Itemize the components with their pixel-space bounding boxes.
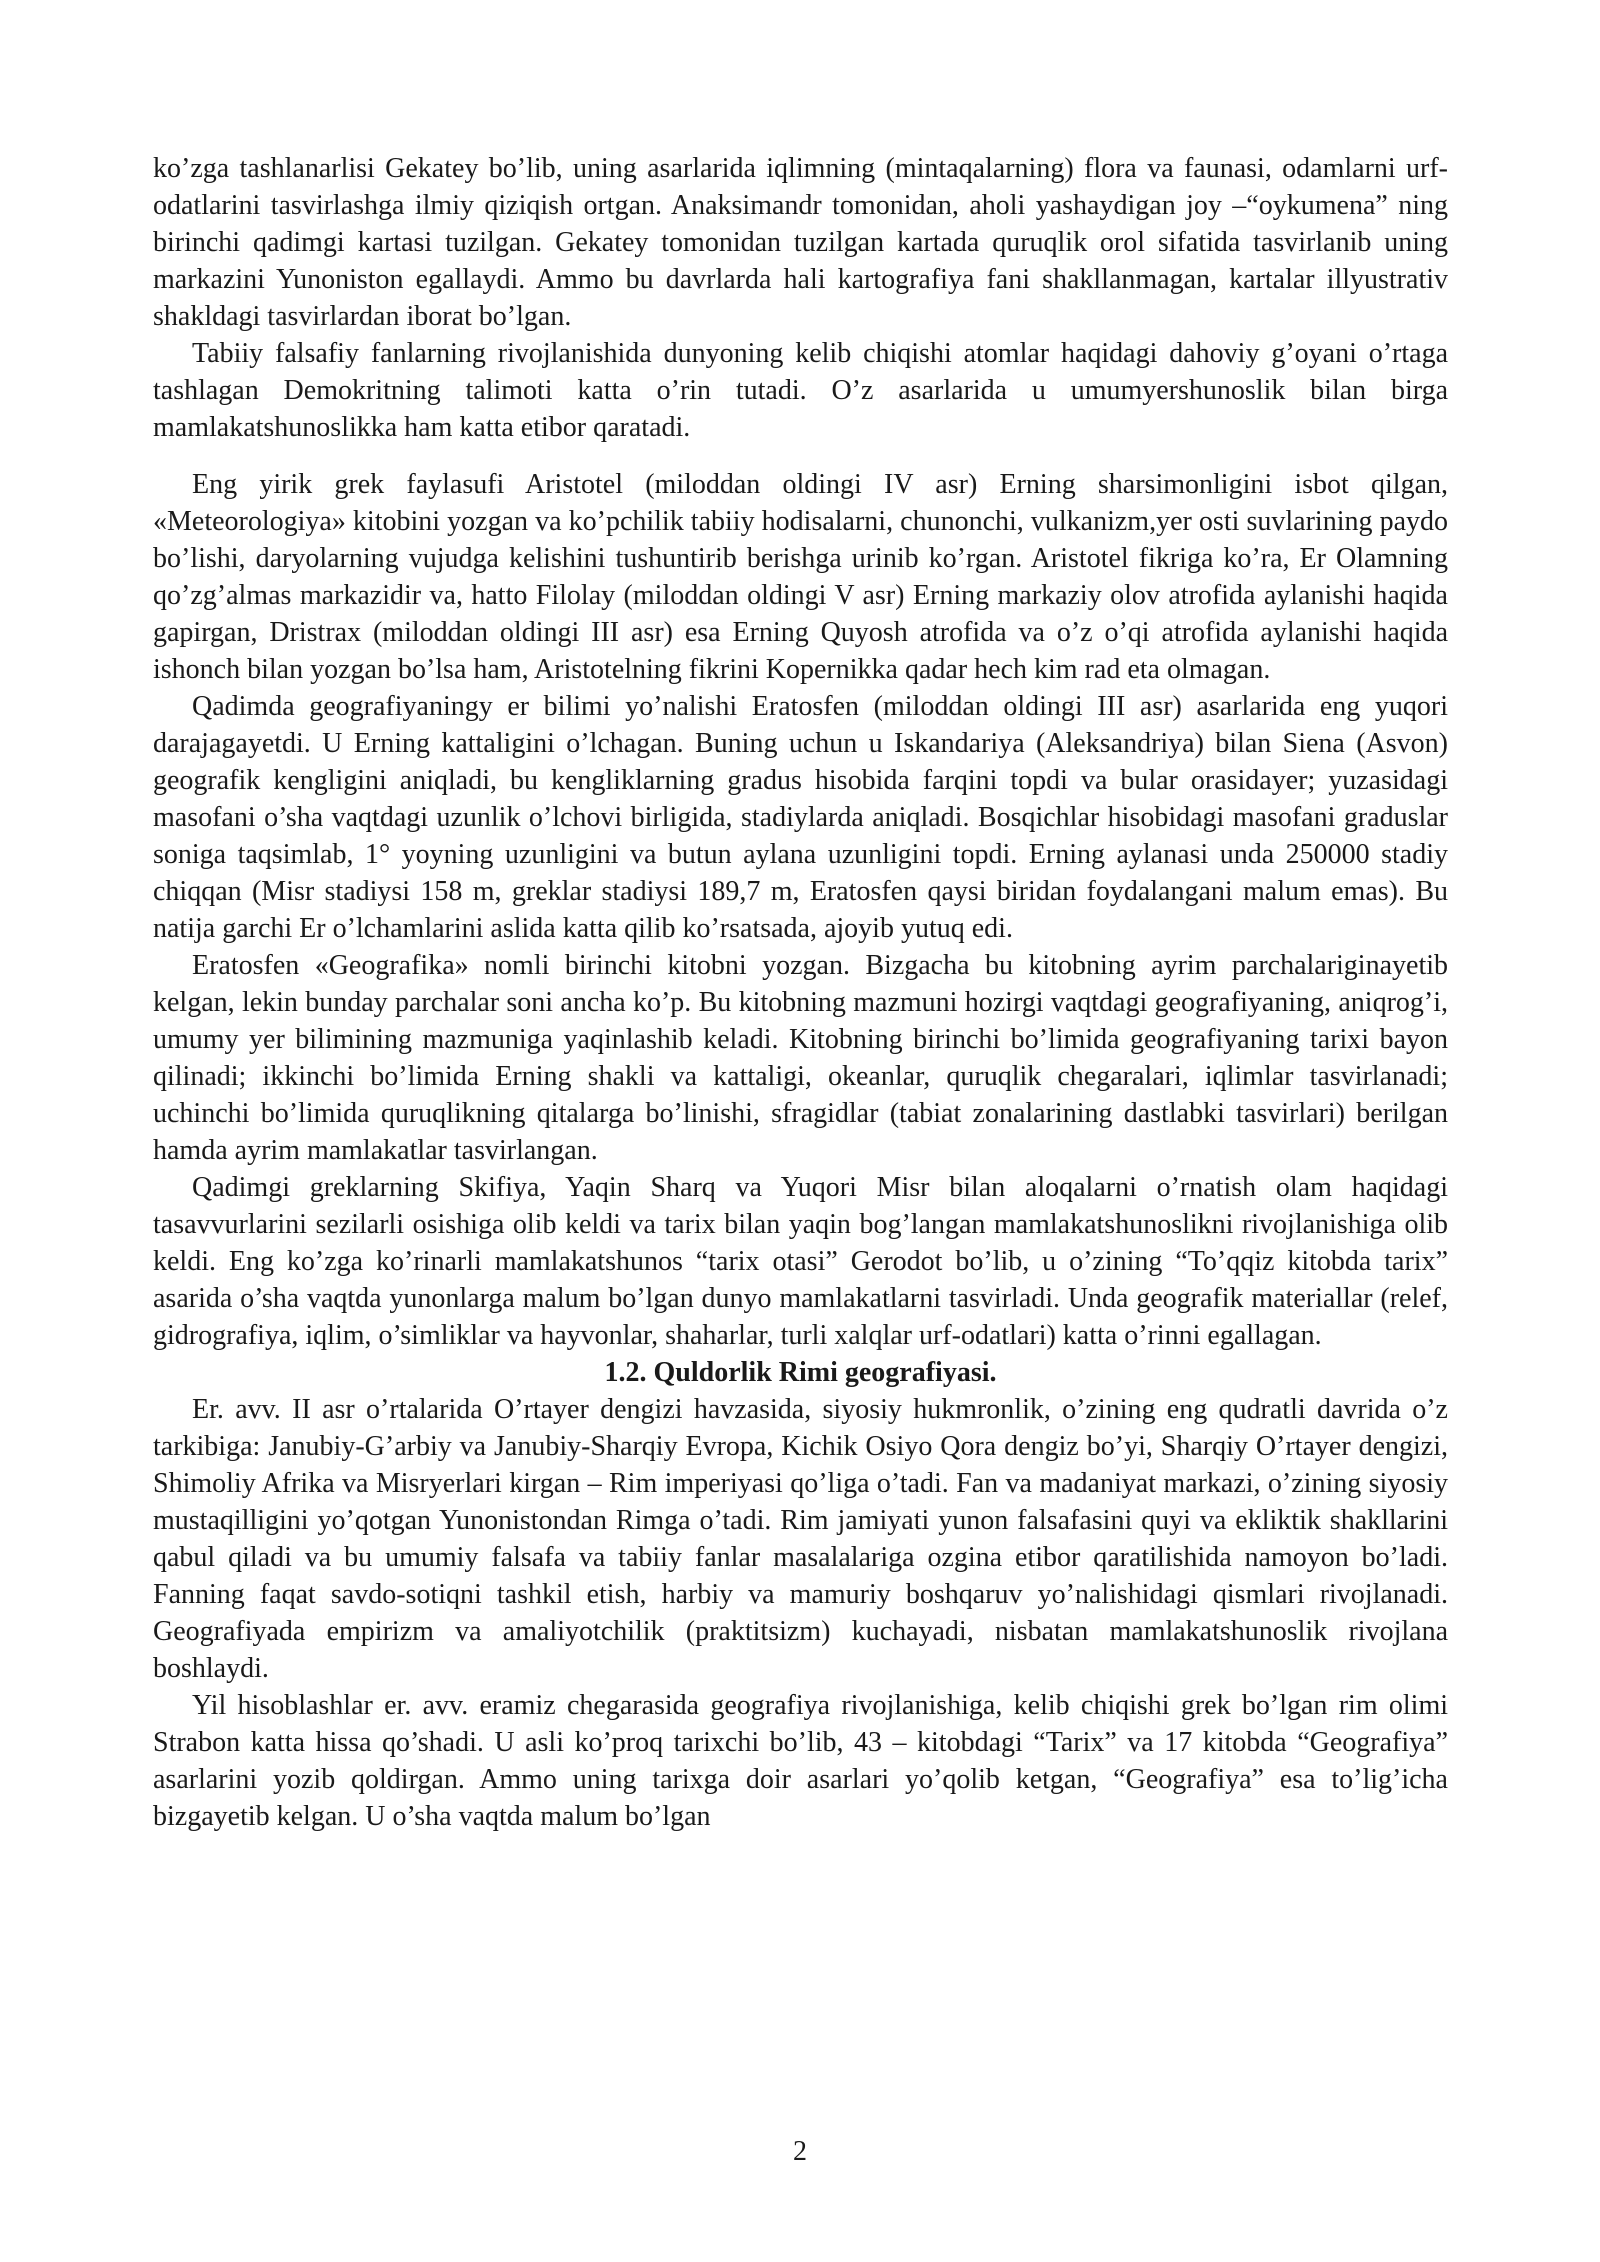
paragraph-rim: Er. avv. II asr o’rtalarida O’rtayer dengizi havzasida, siyosiy hukmronlik, o’zining eng qudratli davrida o’z tarkibiga: Janubiy-G’arbiy va Janubiy-Sharqiy Evropa, Kichik Osiyo Qora dengiz bo’yi, Sharqiy O’rtayer dengizi, Shimoliy Afrika va Misryerlari kirgan – Rim imperiyasi qo’liga o’tadi. Fan va madaniyat markazi, o’zining siyosiy mustaqilligini yo’qotgan Yunonistondan Rimga o’tadi. Rim jamiyati yunon falsafasini quyi va ekliktik shakllarini qabul qiladi va bu umumiy falsafa va tabiiy fanlar masalalariga ozgina etibor qaratilishida namoyon bo’ladi. Fanning faqat savdo-sotiqni tashkil etish, harbiy va mamuriy boshqaruv yo’nalishidagi qismlari rivojlanadi. Geografiyada empirizm va amaliyotchilik (praktitsizm) kuchayadi, nisbatan mamlakatshunoslik rivojlana boshlaydi. (153, 1394, 1448, 1684)
paragraph-strabon: Yil hisoblashlar er. avv. eramiz chegarasida geografiya rivojlanishiga, kelib chiqishi grek bo’lgan rim olimi Strabon katta hissa qo’shadi. U asli ko’proq tarixchi bo’lib, 43 – kitobdagi “Tarix” va 17 kitobda “Geografiya” asarlarini yozib qoldirgan. Ammo uning tarixga doir asarlari yo’qolib ketgan, “Geografiya” esa to’lig’icha bizgayetib kelgan. U o’sha vaqtda malum bo’lgan (153, 1690, 1448, 1832)
paragraph-geografika: Eratosfen «Geografika» nomli birinchi kitobni yozgan. Bizgacha bu kitobning ayrim parchalariginayetib kelgan, lekin bunday parchalar soni ancha ko’p. Bu kitobning mazmuni hozirgi vaqtdagi geografiyaning, aniqrog’i, umumy yer bilimining mazmuniga yaqinlashib keladi. Kitobning birinchi bo’limida geografiyaning tarixi bayon qilinadi; ikkinchi bo’limida Erning shakli va kattaligi, okeanlar, quruqlik chegaralari, iqlimlar tasvirlanadi; uchinchi bo’limida quruqlikning qitalarga bo’linishi, sfragidlar (tabiat zonalarining dastlabki tasvirlari) berilgan hamda ayrim mamlakatlar tasvirlangan. (153, 950, 1448, 1166)
paragraph-aristotel: Eng yirik grek faylasufi Aristotel (miloddan oldingi IV asr) Erning sharsimonligini isbot qilgan, «Meteorologiya» kitobini yozgan va ko’pchilik tabiiy hodisalarni, chunonchi, vulkanizm,yer osti suvlarining paydo bo’lishi, daryolarning vujudga kelishini tushuntirib berishga urinib ko’rgan. Aristotel fikriga ko’ra, Er Olamning qo’zg’almas markazidir va, hatto Filolay (miloddan oldingi V asr) Erning markaziy olov atrofida aylanishi haqida gapirgan, Dristrax (miloddan oldingi III asr) esa Erning Quyosh atrofida va o’z o’qi atrofida aylanishi haqida ishonch bilan yozgan bo’lsa ham, Aristotelning fikrini Kopernikka qadar hech kim rad eta olmagan. (153, 469, 1448, 685)
document-body (153, 150, 1448, 1835)
page-number: 2 (793, 2136, 807, 2167)
paragraph-gekatey: ko’zga tashlanarlisi Gekatey bo’lib, uning asarlarida iqlimning (mintaqalarning) flora va faunasi, odamlarni urf-odatlarini tasvirlashga ilmiy qiziqish ortgan. Anaksimandr tomonidan, aholi yashaydigan joy –“oykumena” ning birinchi qadimgi kartasi tuzilgan. Gekatey tomonidan tuzilgan kartada quruqlik orol sifatida tasvirlanib uning markazini Yunoniston egallaydi. Ammo bu davrlarda hali kartografiya fani shakllanmagan, kartalar illyustrativ shakldagi tasvirlardan iborat bo’lgan. (153, 153, 1448, 332)
section-heading: 1.2. Quldorlik Rimi geografiyasi. (604, 1357, 997, 1388)
paragraph-gap (153, 446, 1448, 466)
paragraph-gerodot: Qadimgi greklarning Skifiya, Yaqin Sharq va Yuqori Misr bilan aloqalarni o’rnatish olam haqidagi tasavvurlarini sezilarli osishiga olib keldi va tarix bilan yaqin bog’langan mamlakatshunoslikni rivojlanishiga olib keldi. Eng ko’zga ko’rinarli mamlakatshunos “tarix otasi” Gerodot bo’lib, u o’zining “To’qqiz kitobda tarix” asarida o’sha vaqtda yunonlarga malum bo’lgan dunyo mamlakatlarni tasvirladi. Unda geografik materiallar (relef, gidrografiya, iqlim, o’simliklar va hayvonlar, shaharlar, turli xalqlar urf-odatlari) katta o’rinni egallagan. (153, 1172, 1448, 1351)
paragraph-demokrit: Tabiiy falsafiy fanlarning rivojlanishida dunyoning kelib chiqishi atomlar haqidagi dahoviy g’oyani o’rtaga tashlagan Demokritning talimoti katta o’rin tutadi. O’z asarlarida u umumyershunoslik bilan birga mamlakatshunoslikka ham katta etibor qaratadi. (153, 338, 1448, 443)
paragraph-eratosfen-measure: Qadimda geografiyaningy er bilimi yo’nalishi Eratosfen (miloddan oldingi III asr) asarlarida eng yuqori darajagayetdi. U Erning kattaligini o’lchagan. Buning uchun u Iskandariya (Aleksandriya) bilan Siena (Asvon) geografik kengligini aniqladi, bu kengliklarning gradus hisobida farqini topdi va bular orasidayer; yuzasidagi masofani o’sha vaqtdagi uzunlik o’lchovi birligida, stadiylarda aniqladi. Bosqichlar hisobidagi masofani graduslar soniga taqsimlab, 1° yoyning uzunligini va butun aylana uzunligini topdi. Erning aylanasi unda 250000 stadiy chiqqan (Misr stadiysi 158 m, greklar stadiysi 189,7 m, Eratosfen qaysi biridan foydalangani malum emas). Bu natija garchi Er o’lchamlarini aslida katta qilib ko’rsatsada, ajoyib yutuq edi. (153, 691, 1448, 944)
